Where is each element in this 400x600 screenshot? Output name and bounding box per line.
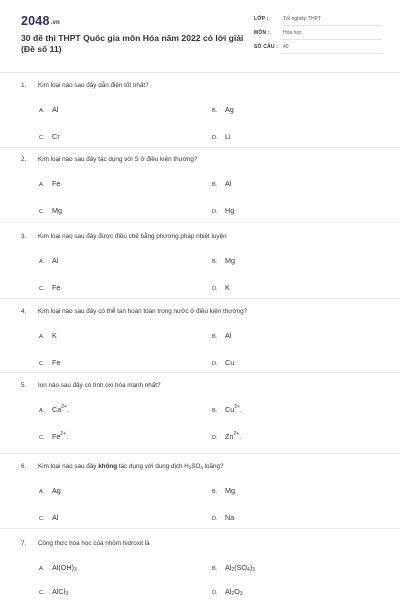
option-letter: C. [39, 209, 45, 215]
option-a[interactable] [39, 256, 58, 265]
document-title: 30 đề thi THPT Quốc gia môn Hóa năm 2022 có lời giải (Đề số 11) [21, 33, 244, 54]
option-text: Fe [52, 283, 61, 292]
question-number: 6. [21, 463, 27, 470]
option-period: . [239, 405, 242, 414]
option-letter: D. [212, 361, 218, 367]
formula-part: (SO [234, 563, 247, 572]
question-stem: Kim loại nào sau đây có thể tan hoàn toàn trong nước ở điều kiện thường? [38, 308, 248, 315]
option-letter: A. [39, 108, 45, 114]
formula-subscript: 4 [247, 567, 250, 573]
option-a[interactable] [39, 331, 57, 340]
option-letter: D. [212, 209, 218, 215]
question-text [21, 308, 247, 315]
question-text [21, 463, 224, 470]
question-text [21, 382, 161, 389]
option-letter: A. [39, 489, 45, 495]
question-divider [0, 372, 400, 373]
meta-count-label: SỐ CÂU : [254, 44, 279, 50]
option-a[interactable] [39, 405, 69, 414]
question-divider [0, 222, 400, 223]
option-text: Cu [225, 405, 235, 414]
question-divider [0, 298, 400, 299]
formula-part: ) [249, 563, 253, 572]
option-text: Li [225, 132, 231, 141]
option-text: Na [225, 513, 235, 522]
option-c[interactable] [39, 283, 60, 292]
formula-part: Al [225, 563, 232, 572]
question-number: 4. [21, 308, 27, 315]
option-a[interactable] [39, 179, 60, 188]
option-letter: B. [212, 334, 218, 340]
meta-grade-label: LỚP : [254, 16, 269, 22]
formula-part: Al [225, 587, 232, 596]
meta-underline [281, 53, 382, 54]
option-letter: C. [39, 361, 45, 367]
option-b[interactable] [212, 256, 235, 265]
option-text: Al [52, 256, 59, 265]
option-text: Fe [52, 179, 61, 188]
option-b[interactable] [212, 405, 242, 414]
option-b[interactable] [212, 486, 235, 495]
option-text: Ag [225, 105, 234, 114]
option-letter: D. [212, 135, 218, 141]
option-b[interactable] [212, 563, 255, 572]
option-d[interactable] [212, 283, 230, 292]
formula-subscript: 3 [239, 591, 243, 597]
question-stem: Kim loại nào sau đây tác dụng với S ở điều kiện thường? [38, 156, 198, 163]
option-c[interactable] [39, 513, 58, 522]
option-letter: C. [39, 286, 45, 292]
option-text: Mg [52, 206, 62, 215]
meta-count-row [254, 42, 382, 54]
option-letter: B. [212, 566, 218, 572]
option-text: Cr [52, 132, 60, 141]
site-logo[interactable] [21, 14, 60, 28]
option-c[interactable] [39, 132, 60, 141]
option-letter: D. [212, 516, 218, 522]
option-period: . [66, 432, 69, 441]
option-c[interactable] [39, 206, 62, 215]
option-letter: D. [212, 286, 218, 292]
option-b[interactable] [212, 179, 231, 188]
option-charge: 2+ [61, 404, 67, 410]
question-stem: tác dụng với dung dịch H [117, 463, 189, 470]
meta-subject-value: Hóa học [283, 30, 302, 36]
option-text: Al [52, 105, 59, 114]
option-letter: B. [212, 259, 218, 265]
option-letter: A. [39, 408, 45, 414]
formula-subscript: 3 [73, 567, 77, 573]
option-b[interactable] [212, 331, 231, 340]
meta-subject-row [254, 28, 382, 40]
option-letter: A. [39, 182, 45, 188]
option-letter: B. [212, 108, 218, 114]
option-a[interactable] [39, 105, 58, 114]
question-text [21, 540, 150, 547]
formula-subscript: 2 [231, 591, 235, 597]
question-number: 7. [21, 540, 27, 547]
option-letter: C. [39, 590, 45, 596]
option-text: Ca [52, 405, 62, 414]
option-letter: B. [212, 182, 218, 188]
option-text: Cu [225, 358, 235, 367]
option-charge: 2+ [233, 431, 240, 437]
option-letter: D. [212, 435, 218, 441]
option-text: Hg [225, 206, 235, 215]
option-d[interactable] [212, 432, 241, 441]
option-letter: B. [212, 408, 218, 414]
option-b[interactable] [212, 105, 234, 114]
option-text: K [52, 331, 57, 340]
logo-main-text: 2048 [21, 14, 50, 28]
question-number: 5. [21, 382, 27, 389]
option-text: Al [225, 331, 232, 340]
option-text: Fe [52, 432, 61, 441]
option-text: Mg [225, 256, 235, 265]
question-stem: Công thức hóa học của nhôm hidroxit là [38, 540, 150, 547]
option-letter: A. [39, 566, 45, 572]
question-divider [0, 147, 400, 148]
option-c[interactable] [39, 358, 60, 367]
option-a[interactable] [39, 486, 61, 495]
option-text: Zn [225, 432, 234, 441]
question-text [21, 233, 227, 240]
question-number: 2. [21, 156, 27, 163]
option-period: . [66, 405, 69, 414]
formula-subscript: 2 [188, 465, 192, 470]
question-emphasis: không [98, 463, 118, 470]
formula-subscript: 3 [65, 591, 68, 597]
logo-tld-text: .vn [50, 20, 60, 26]
option-d[interactable] [212, 358, 234, 367]
question-stem: SO [191, 463, 201, 470]
formula-part: Al(OH) [52, 563, 74, 572]
option-c[interactable] [39, 587, 68, 596]
option-letter: C. [39, 135, 45, 141]
meta-underline [281, 39, 382, 40]
option-text: Ag [52, 486, 61, 495]
question-stem: Kim loại nào sau đây được điều chế bằng phương pháp nhiệt luyện [38, 233, 227, 240]
question-divider [0, 528, 400, 529]
option-text: Al [52, 513, 59, 522]
option-letter: A. [39, 259, 45, 265]
question-number: 3. [21, 233, 27, 240]
option-d[interactable] [212, 513, 234, 522]
option-text: Mg [225, 486, 235, 495]
option-letter: A. [39, 334, 45, 340]
option-letter: C. [39, 435, 45, 441]
option-d[interactable] [212, 132, 231, 141]
option-charge: 2+ [234, 404, 240, 410]
option-letter: C. [39, 516, 45, 522]
question-stem: Ion nào sau đây có tính oxi hóa mạnh nhất? [38, 382, 161, 389]
option-c[interactable] [39, 432, 68, 441]
question-text [21, 156, 197, 163]
question-number: 1. [21, 82, 27, 89]
formula-part: AlCl [52, 587, 66, 596]
formula-part: O [234, 587, 240, 596]
formula-subscript: 4 [200, 465, 203, 470]
option-period: . [239, 432, 242, 441]
option-text: Fe [52, 358, 61, 367]
option-d[interactable] [212, 587, 243, 596]
option-d[interactable] [212, 206, 234, 215]
formula-subscript: 2 [231, 567, 235, 573]
option-text: K [225, 283, 230, 292]
meta-underline [281, 25, 382, 26]
meta-grade-row [254, 14, 382, 26]
meta-count-value: 40 [283, 44, 289, 50]
question-stem: Kim loại nào sau đây dẫn điện tốt nhất? [38, 82, 149, 89]
option-text: Al [225, 179, 232, 188]
formula-subscript: 3 [252, 567, 256, 573]
option-charge: 2+ [60, 431, 67, 437]
option-letter: D. [212, 590, 218, 596]
option-letter: B. [212, 489, 218, 495]
question-divider [0, 453, 400, 454]
meta-grade-value: Tốt nghiệp THPT [283, 16, 321, 22]
question-text [21, 82, 149, 89]
question-stem: Kim loại nào sau đây [38, 463, 99, 470]
question-stem: loãng? [202, 463, 224, 470]
document-header [0, 0, 400, 70]
header-divider [0, 72, 400, 73]
meta-subject-label: MÔN : [254, 30, 270, 36]
option-a[interactable] [39, 563, 77, 572]
